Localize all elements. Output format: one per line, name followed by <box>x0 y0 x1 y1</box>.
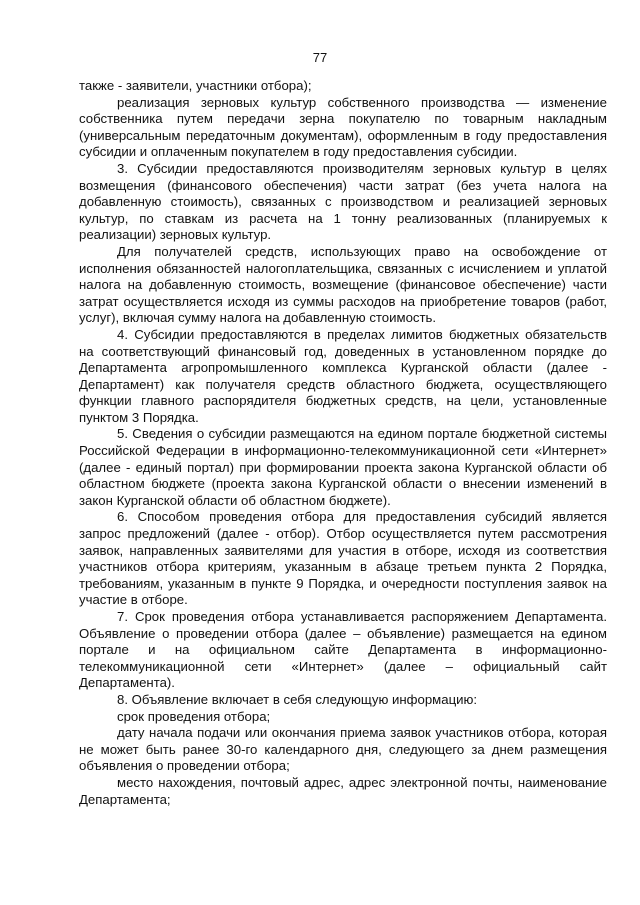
paragraph-item-4-budget-limits: 4. Субсидии предоставляются в пределах лимитов бюджетных обязательств на соответствующий финансовый год, доведенных в установленном порядке до Департамента агропромышленного комплекса Курганской области (далее - Департамент) как получателя средств областного бюджета, осуществляющего функции главного распорядителя бюджетных средств, на цели, установленные пунктом 3 Порядка. <box>79 326 607 425</box>
paragraph-applicants-continuation: также - заявители, участники отбора); <box>79 78 312 93</box>
paragraph-selection-period: срок проведения отбора; <box>117 708 271 724</box>
paragraph-item-8-announcement: 8. Объявление включает в себя следующую информацию: <box>117 691 478 707</box>
paragraph-department-address: место нахождения, почтовый адрес, адрес электронной почты, наименование Департамента; <box>79 774 607 807</box>
document-body <box>79 78 607 808</box>
paragraph-item-7-selection-term: 7. Срок проведения отбора устанавливается распоряжением Департамента. Объявление о проведении отбора (далее – объявление) размещается на едином портале и на официальном сайте Департамента в информационно-телекоммуникационной сети «Интернет» (далее – официальный сайт Департамента). <box>79 609 607 691</box>
paragraph-vat-exemption: Для получателей средств, использующих право на освобождение от исполнения обязанностей налогоплательщика, связанных с исчислением и уплатой налога на добавленную стоимость, возмещение (финансовое обеспечение) части затрат осуществляется исходя из суммы расходов на приобретение товаров (работ, услуг), включая сумму налога на добавленную стоимость. <box>79 243 607 326</box>
paragraph-item-5-portal-info: 5. Сведения о субсидии размещаются на едином портале бюджетной системы Российской Федерации в информационно-телекоммуникационной сети «Интернет» (далее - единый портал) при формировании проекта закона Курганской области об областном бюджете (проекта закона Курганской области о внесении изменений в закон Курганской области об областном бюджете). <box>79 426 607 508</box>
paragraph-item-3-subsidies: 3. Субсидии предоставляются производителям зерновых культур в целях возмещения (финансового обеспечения) части затрат (без учета налога на добавленную стоимость), связанных с производством и реализацией зерновых культур, по ставкам из расчета на 1 тонну реализованных (планируемых к реализации) зерновых культур. <box>79 160 607 243</box>
paragraph-item-6-selection-method: 6. Способом проведения отбора для предоставления субсидий является запрос предложений (далее - отбор). Отбор осуществляется путем рассмотрения заявок, направленных заявителями для участия в отборе, исходя из соответствия участников отбора критериям, указанным в абзаце третьем пункта 2 Порядка, требованиям, указанным в пункте 9 Порядка, и очередности поступления заявок на участие в отборе. <box>79 509 607 608</box>
page-number: 77 <box>312 50 328 65</box>
paragraph-grain-sale-definition: реализация зерновых культур собственного производства — изменение собственника путем передачи зерна покупателю по товарным накладным (универсальным передаточным документам), оформленным в году предоставления субсидии и оплаченным покупателем в году предоставления субсидии. <box>79 94 607 160</box>
paragraph-application-dates: дату начала подачи или окончания приема заявок участников отбора, которая не может быть ранее 30-го календарного дня, следующего за днем размещения объявления о проведении отбора; <box>79 725 607 774</box>
